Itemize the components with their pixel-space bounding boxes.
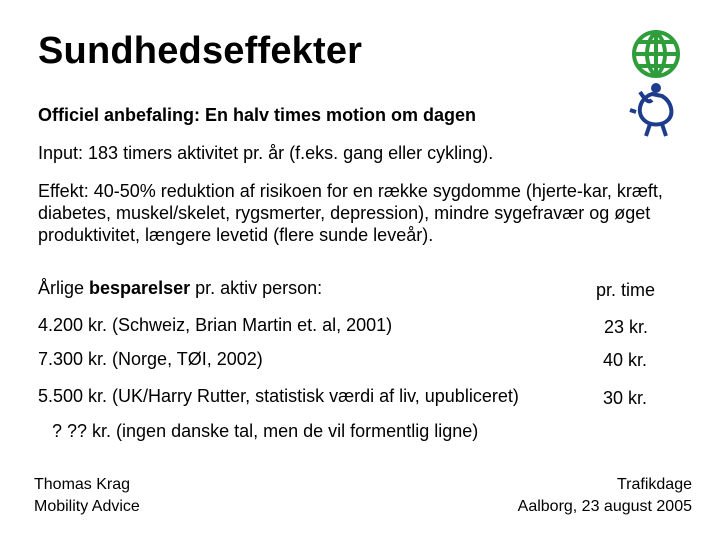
- recommendation-text: Officiel anbefaling: En halv times motion om dagen: [38, 105, 477, 125]
- footer-event: [518, 474, 692, 518]
- footer-event-name: Trafikdage: [617, 476, 692, 493]
- per-hour-header: pr. time: [596, 280, 656, 300]
- savings-header-suffix: pr. aktiv person:: [190, 278, 323, 298]
- savings-row-text: 5.500 kr. (UK/Harry Rutter, statistisk værdi af liv, upubliceret): [38, 386, 519, 406]
- input-text: Input: 183 timers aktivitet pr. år (f.eks. gang eller cykling).: [38, 143, 494, 163]
- footer-author-company: Mobility Advice: [34, 498, 140, 515]
- globe-icon: [634, 32, 678, 76]
- savings-row-per-hour: 30 kr.: [603, 388, 648, 408]
- footer-author-name: Thomas Krag: [34, 476, 131, 493]
- savings-row-per-hour: 23 kr.: [604, 317, 649, 337]
- savings-row-text: 4.200 kr. (Schweiz, Brian Martin et. al, 2001): [38, 315, 393, 335]
- savings-row-text: 7.300 kr. (Norge, TØI, 2002): [38, 349, 263, 369]
- savings-header-bold: besparelser: [89, 278, 191, 298]
- globe-figure-logo: [622, 28, 688, 140]
- savings-header: [38, 278, 322, 299]
- slide-title: Sundhedseffekter: [38, 30, 363, 72]
- savings-row-text: ? ?? kr. (ingen danske tal, men de vil formentlig ligne): [52, 421, 479, 441]
- savings-header-prefix: Årlige: [38, 278, 90, 298]
- savings-row-per-hour: 40 kr.: [603, 350, 648, 370]
- footer-author: [34, 474, 140, 518]
- person-icon: [630, 83, 671, 136]
- effect-text: Effekt: 40-50% reduktion af risikoen for en række sygdomme (hjerte-kar, kræft, diabetes, muskel/skelet, rygsmerter, depression), mindre sygefravær og øget produktivitet, længere levetid (flere sunde leveår).: [38, 181, 663, 245]
- footer-event-date: Aalborg, 23 august 2005: [517, 498, 692, 515]
